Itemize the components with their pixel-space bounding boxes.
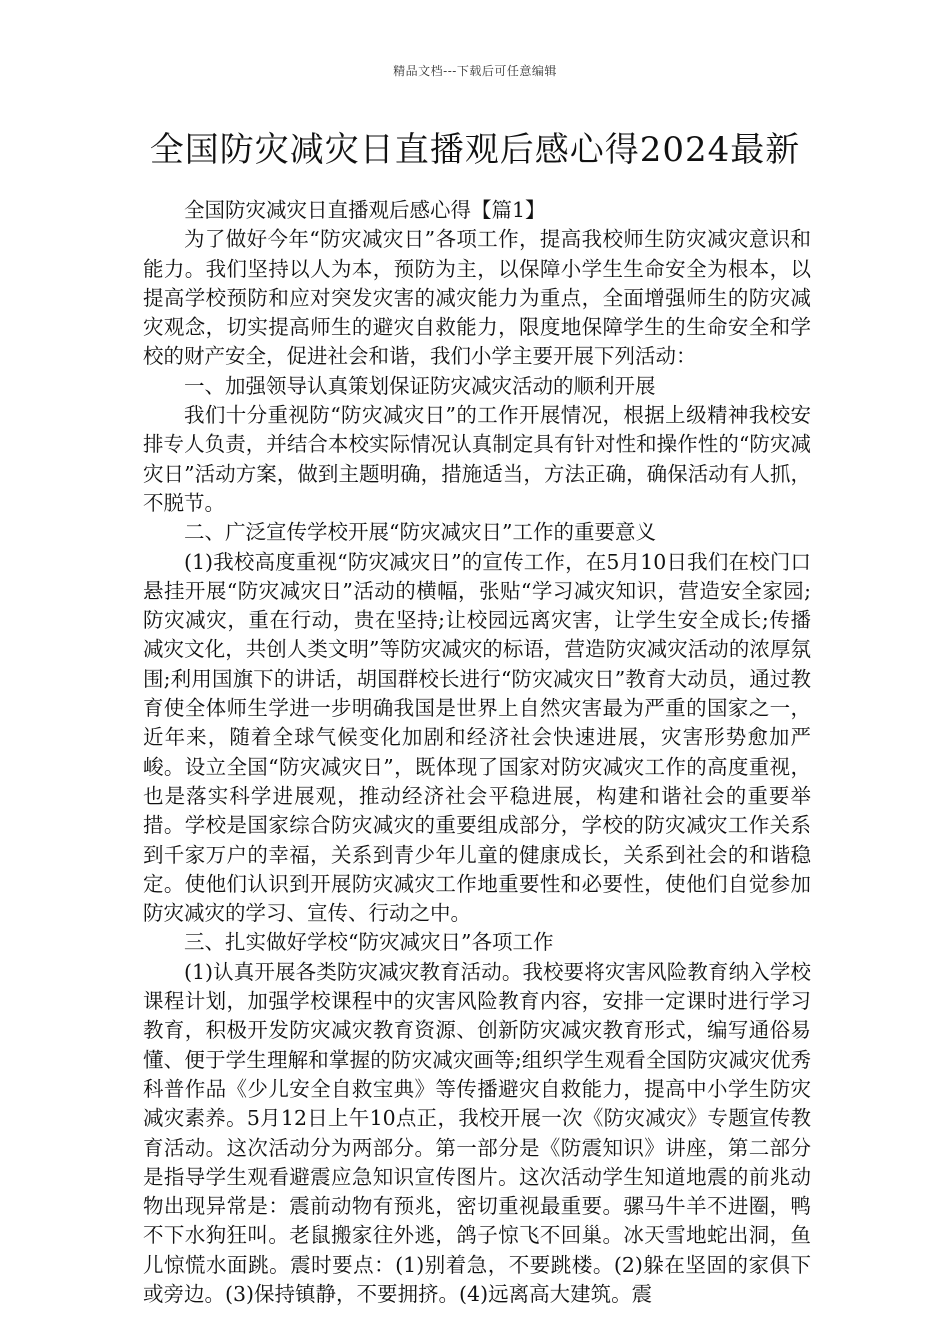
subheading-3: 三、扎实做好学校“防灾减灾日”各项工作 (184, 930, 554, 955)
subheading-2: 二、广泛宣传学校开展“防灾减灾日”工作的重要意义 (184, 520, 656, 545)
section-heading-1: 全国防灾减灾日直播观后感心得【篇1】 (184, 198, 546, 222)
body-paragraph-leadership: 我们十分重视防“防灾减灾日”的工作开展情况，根据上级精神我校安排专人负责，并结合本校实际情况认真制定具有针对性和操作性的“防灾减灾日”活动方案，做到主题明确，措施适当，方法正确，确保活动有人抓，不脱节。 (143, 403, 811, 515)
document-body (143, 196, 811, 1309)
subheading-1: 一、加强领导认真策划保证防灾减灾活动的顺利开展 (184, 373, 656, 398)
body-paragraph-education: (1)认真开展各类防灾减灾教育活动。我校要将灾害风险教育纳入学校课程计划，加强学校课程中的灾害风险教育内容，安排一定课时进行学习教育，积极开发防灾减灾教育资源、创新防灾减灾教育形式，编写通俗易懂、便于学生理解和掌握的防灾减灾画等;组织学生观看全国防灾减灾优秀科普作品《少儿安全自救宝典》等传播避灾自救能力，提高中小学生防灾减灾素养。5月12日上午10点正，我校开展一次《防灾减灾》专题宣传教育活动。这次活动分为两部分。第一部分是《防震知识》讲座，第二部分是指导学生观看避震应急知识宣传图片。这次活动学生知道地震的前兆动物出现异常是：震前动物有预兆，密切重视最重要。骡马牛羊不进圈，鸭不下水狗狂叫。老鼠搬家往外逃，鸽子惊飞不回巢。冰天雪地蛇出洞，鱼儿惊慌水面跳。震时要点：(1)别着急，不要跳楼。(2)躲在坚固的家俱下或旁边。(3)保持镇静，不要拥挤。(4)远离高大建筑。震 (143, 959, 811, 1306)
page-header-note: 精品文档---下载后可任意编辑 (393, 64, 557, 78)
body-paragraph-intro: 为了做好今年“防灾减灾日”各项工作，提高我校师生防灾减灾意识和能力。我们坚持以人为本，预防为主，以保障小学生生命安全为根本，以提高学校预防和应对突发灾害的减灾能力为重点，全面增强师生的防灾减灾观念，切实提高师生的避灾自救能力，限度地保障学生的生命安全和学校的财产安全，促进社会和谐，我们小学主要开展下列活动： (143, 227, 811, 369)
document-title: 全国防灾减灾日直播观后感心得2024最新 (149, 130, 801, 170)
body-paragraph-publicity: (1)我校高度重视“防灾减灾日”的宣传工作，在5月10日我们在校门口悬挂开展“防灾减灾日”活动的横幅，张贴“学习减灾知识，营造安全家园;防灾减灾，重在行动，贵在坚持;让校园远离灾害，让学生安全成长;传播减灾文化，共创人类文明”等防灾减灾的标语，营造防灾减灾活动的浓厚氛围;利用国旗下的讲话，胡国群校长进行“防灾减灾日”教育大动员，通过教育使全体师生学进一步明确我国是世界上自然灾害最为严重的国家之一，近年来，随着全球气候变化加剧和经济社会快速进展，灾害形势愈加严峻。设立全国“防灾减灾日”，既体现了国家对防灾减灾工作的高度重视，也是落实科学进展观，推动经济社会平稳进展，构建和谐社会的重要举措。学校是国家综合防灾减灾的重要组成部分，学校的防灾减灾工作关系到千家万户的幸福，关系到青少年儿童的健康成长，关系到社会的和谐稳定。使他们认识到开展防灾减灾工作地重要性和必要性，使他们自觉参加防灾减灾的学习、宣传、行动之中。 (143, 549, 811, 926)
